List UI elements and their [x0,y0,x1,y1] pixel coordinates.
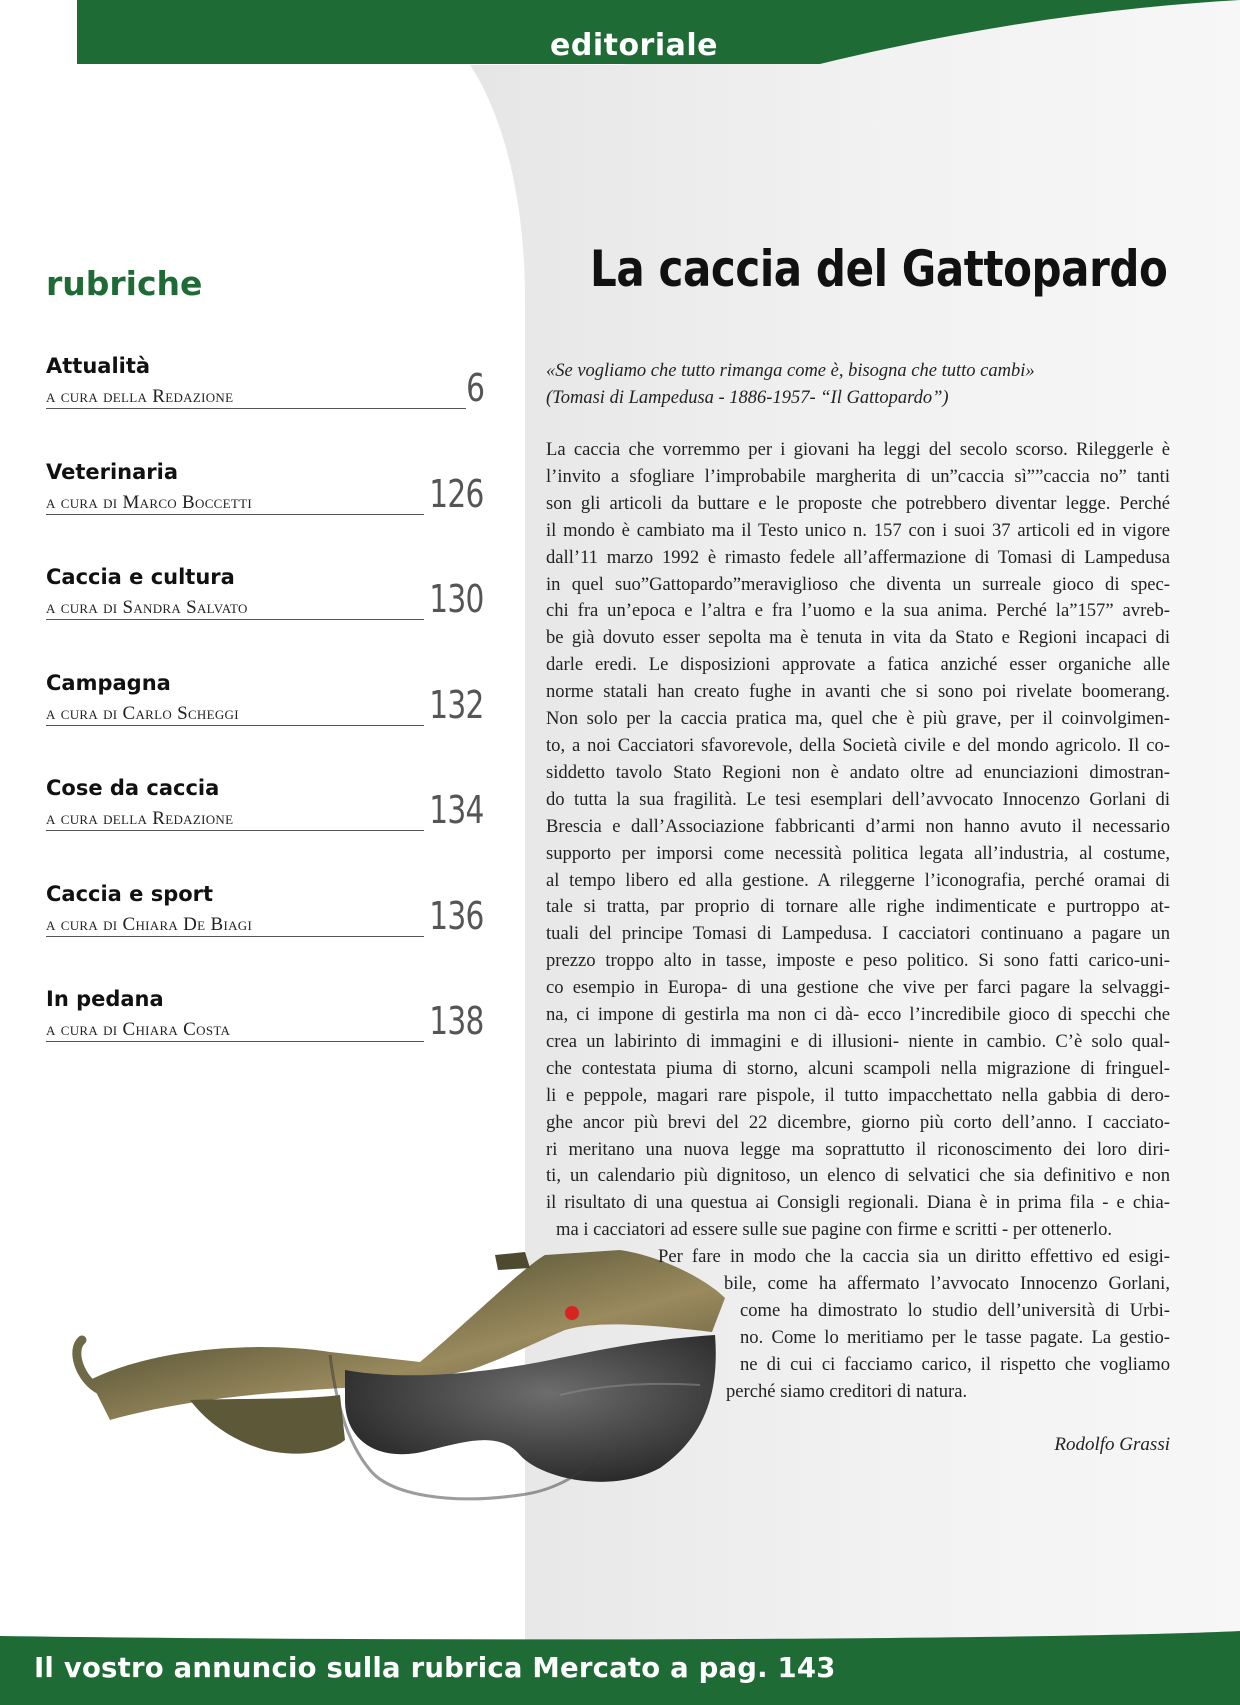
toc-page-number: 136 [429,893,484,938]
toc-author: a cura della Redazione [46,386,234,407]
article-body-line: prezzo troppo alto in tasse, imposte e peso politico. Si sono fatti carico-uni- [546,950,1170,972]
epigraph-line: «Se vogliamo che tutto rimanga come è, bisogna che tutto cambi» [546,361,1035,381]
section-tag: editoriale [550,28,719,63]
article-body-line: son gli articoli da buttare e le proposte che potrebbero diventar legge. Perché [546,492,1170,514]
toc-item-in-pedana[interactable] [46,987,486,1093]
article-body-line: ghe ancor più brevi del 22 dicembre, giorno più corto dell’anno. I cacciato- [546,1111,1170,1133]
toc-author: a cura di Sandra Salvato [46,597,248,618]
toc-item-attualita[interactable] [46,354,486,460]
toc-page-number: 134 [429,788,484,832]
toc-title: Cose da caccia [46,776,220,800]
toc-item-veterinaria[interactable] [46,460,486,566]
article-body-line: Non solo per la caccia pratica ma, quel che è più grave, per il coinvolgimen- [546,708,1170,730]
article-body-line: li e peppole, magari rare pispole, il tutto impacchettato nella gabbia di dero- [546,1084,1170,1106]
article-body-line: Per fare in modo che la caccia sia un diritto effettivo ed esigi- [658,1246,1170,1268]
epigraph-quote [546,358,1166,412]
article-body-line: ri meritano una nuova legge ma soprattutto il riconoscimento dei loro diri- [546,1138,1170,1160]
toc-page-number: 130 [429,577,484,621]
toc-author: a cura della Redazione [46,808,234,829]
article-body-line: chi fra un’epoca e l’altra e fra l’uomo e la sua anima. Perché la”157” avreb- [546,600,1170,622]
sidebar-heading: rubriche [46,264,203,303]
article-body-line: in quel suo”Gattopardo”meraviglioso che diventa un surreale gioco di spec- [546,573,1170,595]
article-body-line: be già dovuto esser sepolta ma è tenuta in vita da Stato e Regioni incapaci di [546,627,1170,649]
article-body-line: norme statali han creato fughe in avanti che si sono poi rivelate boomerang. [546,681,1170,703]
toc-author: a cura di Chiara De Biagi [46,913,253,935]
toc-author: a cura di Carlo Scheggi [46,702,239,724]
toc-page-number: 126 [429,471,484,516]
article-body-line: tale si tratta, par proprio di tornare alle righe indimenticate e purtroppo at- [546,896,1170,918]
article-body-line: tuali del principe Tomasi di Lampedusa. I cacciatori continuano a pagare un [546,923,1170,945]
article-body-line: dall’11 marzo 1992 è rimasto fedele all’affermazione di Tomasi di Lampedusa [546,546,1170,568]
toc-author: a cura di Chiara Costa [46,1019,231,1040]
article-body-line: supporto per imporsi come necessità politica legata all’industria, al costume, [546,842,1170,864]
author-signature: Rodolfo Grassi [1054,1434,1170,1455]
article-body-line: ma i cacciatori ad essere sulle sue pagine con firme e scritti - per ottenerlo. [556,1219,1113,1241]
toc-rule [46,830,424,831]
toc-title: Attualità [46,354,151,378]
toc-page-number: 138 [429,999,484,1043]
footer-banner-text: Il vostro annuncio sulla rubrica Mercato a pag. 143 [34,1652,836,1684]
article-body [546,437,1170,1406]
article-body-line: al tempo libero ed alla gestione. A rileggerne l’iconografia, perché oramai di [546,869,1170,891]
toc-rule [46,619,424,620]
article-body-line: il risultato di una questua ai Consigli regionali. Diana è in prima fila - e chia- [546,1192,1170,1214]
article-body-line: no. Come lo meritiamo per le tasse pagate. La gestio- [740,1326,1170,1348]
toc-title: Campagna [46,670,171,695]
toc-rule [46,1041,424,1042]
toc-title: Caccia e sport [46,881,214,906]
article-body-line: na, ci impone di gestirla ma non ci dà- ecco l’incredibile gioco di specchi che [546,1004,1170,1026]
table-of-contents [46,354,486,1093]
toc-page-number: 132 [429,682,484,727]
toc-rule [46,936,424,937]
article-title: La caccia del Gattopardo [590,240,1168,298]
article-body-line: co esempio in Europa- di una gestione che vive per farci pagare la selvaggi- [546,977,1170,999]
toc-item-campagna[interactable] [46,671,486,777]
article-body-line: ti, un calendario più dignitoso, un elenco di selvatici che sia definitivo e non [546,1165,1170,1187]
article-body-line: crea un labirinto di immagini e di illusioni- niente in cambio. C’è solo qual- [546,1030,1170,1052]
toc-rule [46,725,424,726]
article-body-line: che contestata piuma di storno, alcuni scampoli nella migrazione di fringuel- [546,1057,1170,1079]
article-body-line: Brescia e dall’Associazione fabbricanti d’armi non hanno avuto il necessario [546,815,1170,837]
toc-title: Caccia e cultura [46,565,235,589]
toc-item-cose-da-caccia[interactable] [46,776,486,882]
toc-title: In pedana [46,987,164,1011]
toc-title: Veterinaria [46,459,179,484]
article-body-line: bile, come ha affermato l’avvocato Innocenzo Gorlani, [724,1273,1170,1295]
toc-item-caccia-e-sport[interactable] [46,882,486,988]
article-body-line: siddetto tavolo Stato Regioni non è andato oltre ad enunciazioni dimostran- [546,761,1170,783]
article-body-line: do tutta la sua fragilità. Le tesi esemplari dell’avvocato Innocenzo Gorlani di [546,788,1170,810]
toc-item-caccia-e-cultura[interactable] [46,565,486,671]
toc-page-number: 6 [465,366,484,410]
article-body-line: darle eredi. Le disposizioni approvate a fatica anziché esser organiche alle [546,654,1170,676]
article-body-line: to, a noi Cacciatori sfavorevole, della Società civile e del mondo agricolo. Il co- [546,734,1170,756]
article-body-line: La caccia che vorremmo per i giovani ha leggi del secolo scorso. Rileggerle è [546,439,1170,460]
article-body-line: il mondo è cambiato ma il Testo unico n. 157 con i suoi 37 articoli ed in vigore [546,519,1170,541]
article-body-line: l’invito a sfogliare l’improbabile margherita di un”caccia sì””caccia no” tanti [546,465,1170,487]
article-body-line: perché siamo creditori di natura. [726,1380,968,1402]
article-body-line: ne di cui ci facciamo carico, il rispetto che vogliamo [740,1353,1170,1375]
toc-author: a cura di Marco Boccetti [46,491,252,513]
epigraph-attribution: (Tomasi di Lampedusa - 1886-1957- “Il Gattopardo”) [546,388,949,408]
toc-rule [46,514,424,515]
article-body-line: come ha dimostrato lo studio dell’università di Urbi- [740,1300,1170,1321]
toc-rule [46,408,466,409]
